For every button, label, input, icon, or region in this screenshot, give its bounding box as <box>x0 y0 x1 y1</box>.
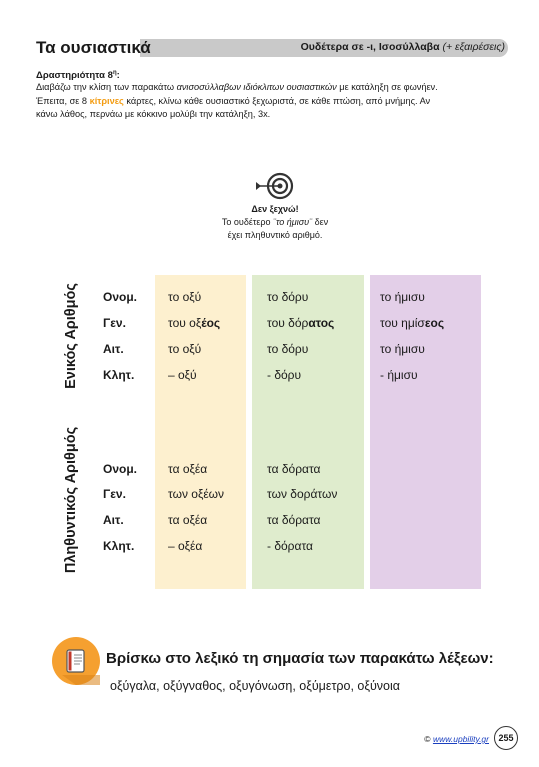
cell-oxy-gen-pl: των οξέων <box>168 487 225 501</box>
cell-oxy-voc-pl: – οξέα <box>168 539 203 553</box>
page-number: 255 <box>494 726 518 750</box>
cell-imisy-voc: - ήμισυ <box>380 368 418 382</box>
activity-instructions: Διαβάζω την κλίση των παρακάτω ανισοσύλλαβων ιδιόκλιτων ουσιαστικών με κατάληξη σε φωνήεν. Έπειτα, σε 8 κίτρινες κάρτες, κλίνω κάθε ουσιαστικό ξεχωριστά, σε κάθε πτώση, από μνήμης. Αν κάνω λάθος, περνάω με κόκκινο μολύβι την κατάληξη, 3x. <box>36 82 438 119</box>
cell-imisy-nom: το ήμισυ <box>380 290 425 304</box>
case-accusative-plural: Αιτ. <box>103 513 124 527</box>
plural-label: Πληθυντικός Αριθμός <box>63 426 79 574</box>
cell-oxy-acc: το οξύ <box>168 342 202 356</box>
case-vocative-plural: Κλητ. <box>103 539 135 553</box>
cell-oxy-gen: του οξέος <box>168 316 221 330</box>
cell-dory-nom-pl: τα δόρατα <box>267 462 321 476</box>
cell-imisy-gen: του ημίσεος <box>380 316 445 330</box>
singular-label: Ενικός Αριθμός <box>63 283 79 389</box>
target-icon <box>254 172 294 200</box>
cell-dory-gen-pl: των δοράτων <box>267 487 338 501</box>
note-title: Δεν ξεχνώ! <box>251 204 299 214</box>
cell-oxy-nom-pl: τα οξέα <box>168 462 208 476</box>
site-link[interactable]: www.upbility.gr <box>432 734 489 744</box>
reminder-note: Δεν ξεχνώ! Το ουδέτερο ¨το ήμισυ¨ δεν έχει πληθυντικό αριθμό. <box>180 203 370 242</box>
footer-copyright: © www.upbility.gr <box>424 734 489 744</box>
cell-dory-acc-pl: τα δόρατα <box>267 513 321 527</box>
page-title: Τα ουσιαστικά <box>36 38 151 57</box>
page-subtitle <box>301 41 505 53</box>
case-vocative: Κλητ. <box>103 368 135 382</box>
subtitle-main: Ουδέτερα σε -ι, Ισοσύλλαβα <box>300 41 440 53</box>
cell-dory-gen: του δόρατος <box>267 316 335 330</box>
cell-oxy-voc: – οξύ <box>168 368 197 382</box>
case-nominative: Ονομ. <box>103 290 138 304</box>
cell-dory-acc: το δόρυ <box>267 342 309 356</box>
case-genitive: Γεν. <box>103 316 126 330</box>
dictionary-title: Βρίσκω στο λεξικό τη σημασία των παρακάτω λέξεων: <box>106 650 494 667</box>
dictionary-book-icon <box>52 637 100 685</box>
subtitle-exceptions: (+ εξαιρέσεις) <box>442 41 505 53</box>
cell-dory-voc: - δόρυ <box>267 368 302 382</box>
yellow-cards-highlight: κίτρινες <box>89 95 124 106</box>
cell-imisy-acc: το ήμισυ <box>380 342 425 356</box>
cell-oxy-acc-pl: τα οξέα <box>168 513 208 527</box>
cell-dory-nom: το δόρυ <box>267 290 309 304</box>
case-accusative: Αιτ. <box>103 342 124 356</box>
activity-title: Δραστηριότητα $8^\eta$: <box>36 70 120 82</box>
cell-dory-voc-pl: - δόρατα <box>267 539 313 553</box>
case-nominative-plural: Ονομ. <box>103 462 138 476</box>
case-genitive-plural: Γεν. <box>103 487 126 501</box>
dictionary-words: οξύγαλα, οξύγναθος, οξυγόνωση, οξύμετρο, οξύνοια <box>110 679 400 693</box>
cell-oxy-nom: το οξύ <box>168 290 202 304</box>
